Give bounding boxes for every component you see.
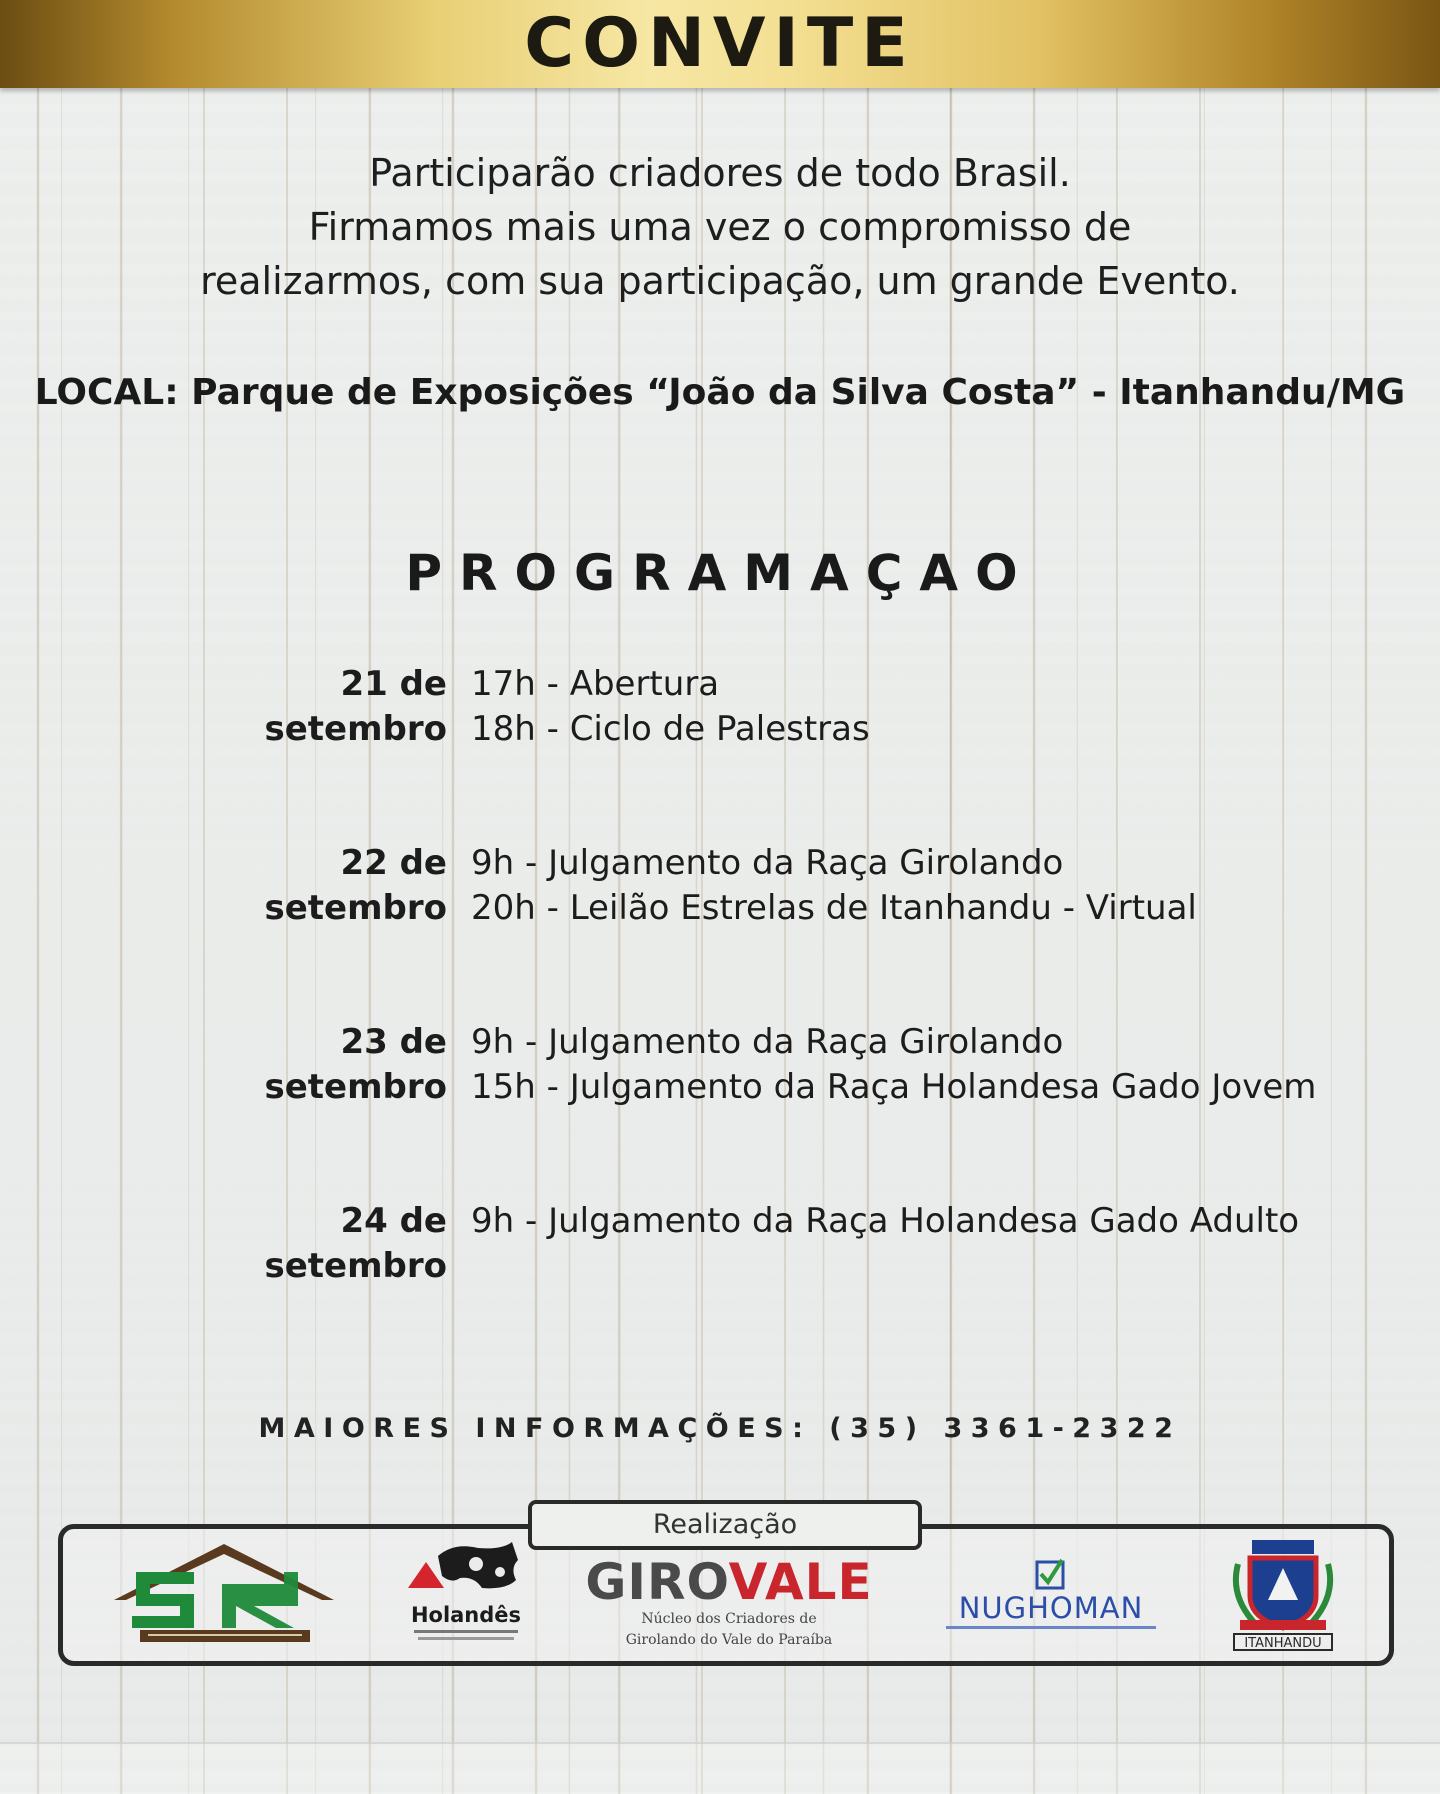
day-month: setembro xyxy=(264,1246,447,1286)
day-number: 21 de xyxy=(340,664,447,704)
itanhandu-crest-logo xyxy=(1224,1534,1342,1652)
girovale-sub1: Núcleo dos Criadores de xyxy=(641,1611,817,1627)
girovale-name-b: VALE xyxy=(728,1553,873,1611)
intro-line: Participarão criadores de todo Brasil. xyxy=(369,151,1071,195)
schedule-day xyxy=(0,662,1440,762)
day-label xyxy=(187,1199,447,1289)
schedule-event: 9h - Julgamento da Raça Holandesa Gado Adulto xyxy=(471,1201,1300,1241)
day-events xyxy=(471,1020,1316,1110)
schedule-day xyxy=(0,1020,1440,1120)
day-month: setembro xyxy=(264,888,447,928)
girovale-name-a: GIRO xyxy=(585,1553,729,1611)
holandes-logo xyxy=(404,1536,530,1648)
day-events xyxy=(471,841,1197,931)
schedule-day xyxy=(0,841,1440,941)
event-location: LOCAL: Parque de Exposições “João da Silva Costa” - Itanhandu/MG xyxy=(34,372,1406,413)
schedule-event: 9h - Julgamento da Raça Girolando xyxy=(471,843,1064,883)
realizacao-label: Realização xyxy=(528,1500,922,1550)
schedule-event: 18h - Ciclo de Palestras xyxy=(471,709,870,749)
intro-line: realizarmos, com sua participação, um grande Evento. xyxy=(200,259,1240,303)
schedule-event: 15h - Julgamento da Raça Holandesa Gado Jovem xyxy=(471,1067,1317,1107)
girovale-logo xyxy=(578,1553,880,1652)
intro-line: Firmamos mais uma vez o compromisso de xyxy=(308,205,1132,249)
nughoman-logo-text: NUGHOMAN xyxy=(958,1591,1144,1625)
contact-info: MAIORES INFORMAÇÕES: (35) 3361-2322 xyxy=(258,1413,1182,1444)
day-month: setembro xyxy=(264,1067,447,1107)
schedule-event: 20h - Leilão Estrelas de Itanhandu - Virtual xyxy=(471,888,1197,928)
header-title: CONVITE xyxy=(524,4,916,83)
day-label xyxy=(187,1020,447,1110)
intro-text xyxy=(0,146,1440,308)
day-month: setembro xyxy=(264,709,447,749)
day-events xyxy=(471,1199,1299,1244)
schedule-day xyxy=(0,1199,1440,1299)
day-number: 23 de xyxy=(340,1022,447,1062)
day-events xyxy=(471,662,870,752)
bottom-strip xyxy=(0,1742,1440,1794)
day-label xyxy=(187,841,447,931)
day-number: 24 de xyxy=(340,1201,447,1241)
schedule-event: 17h - Abertura xyxy=(471,664,720,704)
programacao-title: PROGRAMAÇAO xyxy=(405,544,1035,602)
itanhandu-logo-text: ITANHANDU xyxy=(1244,1636,1322,1651)
sr-sindicato-logo xyxy=(108,1538,340,1646)
nughoman-logo xyxy=(940,1550,1162,1642)
schedule-event: 9h - Julgamento da Raça Girolando xyxy=(471,1022,1064,1062)
day-label xyxy=(187,662,447,752)
day-number: 22 de xyxy=(340,843,447,883)
girovale-sub2: Girolando do Vale do Paraíba xyxy=(625,1632,833,1648)
holandes-logo-text: Holandês xyxy=(410,1603,522,1627)
